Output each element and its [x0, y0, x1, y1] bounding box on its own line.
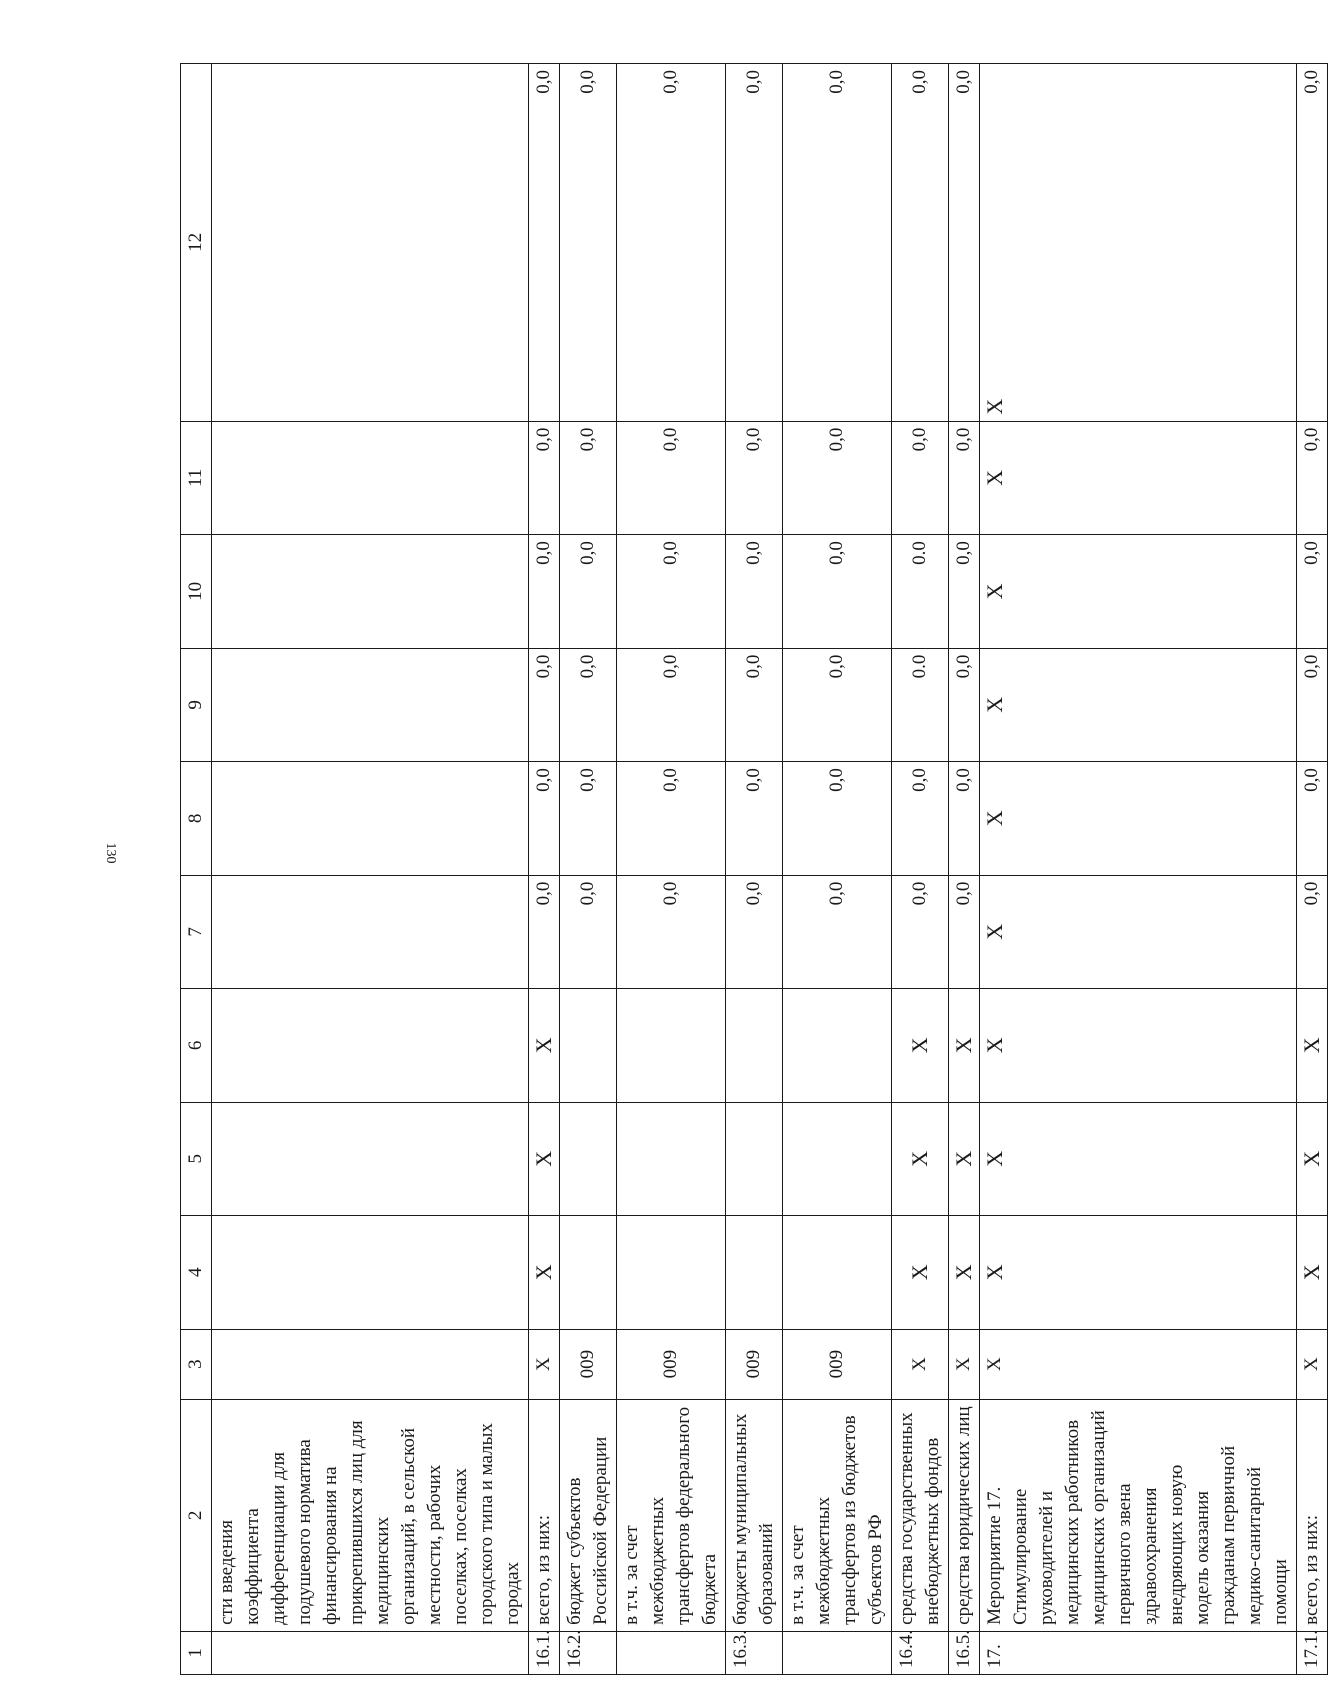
column-header: 5 [181, 1102, 212, 1215]
row-description: в т.ч. за счет межбюджетных трансфертов из бюджетов субъектов РФ [783, 1399, 892, 1631]
table-cell: X [892, 1216, 949, 1329]
row-number: 17. [980, 1631, 1297, 1674]
table-cell [783, 989, 892, 1102]
table-cell: X [529, 1102, 560, 1215]
table-cell [783, 1216, 892, 1329]
value-cell: 0,0 [949, 762, 980, 875]
code-cell: X [892, 1329, 949, 1399]
value-cell: 0,0 [1297, 762, 1328, 875]
table-cell [560, 1102, 617, 1215]
row-description: бюджет субъектов Российской Федерации [560, 1399, 617, 1631]
value-cell: 0,0 [560, 875, 617, 988]
table-row [1297, 64, 1328, 1675]
table-cell: X [1297, 989, 1328, 1102]
column-header: 11 [181, 421, 212, 534]
value-cell: 0,0 [617, 535, 726, 648]
table-row [949, 64, 980, 1675]
value-cell: 0,0 [617, 875, 726, 988]
table-row [726, 64, 783, 1675]
value-cell: 0,0 [726, 64, 783, 422]
row-description: бюджеты муниципальных образований [726, 1399, 783, 1631]
table-cell: X [980, 1216, 1297, 1329]
row-number [783, 1631, 892, 1674]
value-cell: 0,0 [783, 421, 892, 534]
value-cell: 0,0 [529, 762, 560, 875]
code-cell: 009 [617, 1329, 726, 1399]
row-number: 16.5. [949, 1631, 980, 1674]
value-cell: 0,0 [560, 762, 617, 875]
value-cell: 0,0 [726, 648, 783, 761]
value-cell [212, 875, 529, 988]
column-header: 3 [181, 1329, 212, 1399]
table-cell: X [980, 875, 1297, 988]
value-cell: 0,0 [949, 875, 980, 988]
value-cell: 0.0 [892, 648, 949, 761]
row-description: Мероприятие 17. Стимулирование руководителей и медицинских работников медицинских организаций первичного звена здравоохранения внедряющих новую модель оказания гражданам первичной медико-санитарной помощи [980, 1399, 1297, 1631]
table-cell [617, 1102, 726, 1215]
value-cell: 0,0 [529, 648, 560, 761]
rotated-table-container [180, 63, 1324, 1675]
column-number-row [181, 64, 212, 1675]
value-cell: 0,0 [560, 648, 617, 761]
value-cell [212, 64, 529, 422]
table-cell: X [892, 1102, 949, 1215]
table-cell: X [949, 1216, 980, 1329]
row-number [212, 1631, 529, 1674]
code-cell: 009 [783, 1329, 892, 1399]
column-header: 12 [181, 64, 212, 422]
value-cell [212, 421, 529, 534]
table-cell: X [980, 762, 1297, 875]
code-cell [212, 1329, 529, 1399]
row-description: средства государственных внебюджетных фондов [892, 1399, 949, 1631]
table-cell: X [980, 1102, 1297, 1215]
table-cell [560, 1216, 617, 1329]
value-cell: 0,0 [1297, 64, 1328, 422]
value-cell: 0,0 [783, 875, 892, 988]
value-cell: 0,0 [892, 875, 949, 988]
value-cell: 0,0 [949, 421, 980, 534]
row-number: 16.1. [529, 1631, 560, 1674]
value-cell: 0,0 [949, 64, 980, 422]
value-cell: 0,0 [726, 535, 783, 648]
value-cell: 0,0 [529, 875, 560, 988]
value-cell: 0,0 [1297, 875, 1328, 988]
row-number [617, 1631, 726, 1674]
value-cell: 0,0 [529, 421, 560, 534]
table-cell [212, 1216, 529, 1329]
value-cell: 0,0 [617, 762, 726, 875]
table-cell: X [980, 535, 1297, 648]
table-cell: X [892, 989, 949, 1102]
row-description: всего, из них: [1297, 1399, 1328, 1631]
table-cell: X [529, 1216, 560, 1329]
table-row [529, 64, 560, 1675]
table-row [980, 64, 1297, 1675]
value-cell: 0,0 [726, 421, 783, 534]
value-cell: 0,0 [726, 875, 783, 988]
value-cell: 0,0 [1297, 421, 1328, 534]
code-cell: X [529, 1329, 560, 1399]
column-header: 9 [181, 648, 212, 761]
value-cell: 0,0 [617, 421, 726, 534]
table-cell: X [949, 1102, 980, 1215]
value-cell: 0,0 [560, 535, 617, 648]
row-number: 17.1. [1297, 1631, 1328, 1674]
value-cell: 0,0 [617, 648, 726, 761]
table-cell [726, 989, 783, 1102]
table-row [560, 64, 617, 1675]
code-cell: X [949, 1329, 980, 1399]
row-description: сти введения коэффициента дифференциации для подушевого норматива финансирования на прикрепившихся лиц для медицинских организаций, в сельской местности, рабочих поселках, поселках городского типа и малых городах [212, 1399, 529, 1631]
value-cell: 0,0 [617, 64, 726, 422]
value-cell [212, 762, 529, 875]
code-cell: 009 [726, 1329, 783, 1399]
value-cell: 0,0 [783, 64, 892, 422]
value-cell: 0,0 [529, 535, 560, 648]
code-cell: 009 [560, 1329, 617, 1399]
table-cell [617, 989, 726, 1102]
row-number: 16.3. [726, 1631, 783, 1674]
column-header: 10 [181, 535, 212, 648]
table-cell: X [949, 989, 980, 1102]
row-description: в т.ч. за счет межбюджетных трансфертов федерального бюджета [617, 1399, 726, 1631]
table-cell: X [1297, 1102, 1328, 1215]
table-cell [726, 1102, 783, 1215]
value-cell [212, 535, 529, 648]
value-cell: 0,0 [949, 535, 980, 648]
value-cell: 0,0 [1297, 535, 1328, 648]
page-number: 130 [103, 842, 118, 864]
value-cell: 0,0 [529, 64, 560, 422]
value-cell: 0,0 [783, 648, 892, 761]
table-row [783, 64, 892, 1675]
column-header: 6 [181, 989, 212, 1102]
value-cell: 0,0 [726, 762, 783, 875]
row-number: 16.4. [892, 1631, 949, 1674]
budget-table [180, 63, 1328, 1675]
table-cell: X [980, 64, 1297, 422]
value-cell: 0,0 [892, 421, 949, 534]
table-cell [212, 989, 529, 1102]
column-header: 7 [181, 875, 212, 988]
table-row [892, 64, 949, 1675]
value-cell: 0,0 [560, 421, 617, 534]
value-cell: 0,0 [949, 648, 980, 761]
column-header: 4 [181, 1216, 212, 1329]
column-header: 2 [181, 1399, 212, 1631]
value-cell: 0,0 [560, 64, 617, 422]
value-cell: 0,0 [783, 535, 892, 648]
value-cell: 0.0 [892, 535, 949, 648]
value-cell: 0,0 [783, 762, 892, 875]
table-cell: X [980, 989, 1297, 1102]
row-description: средства юридических лиц [949, 1399, 980, 1631]
table-cell: X [1297, 1216, 1328, 1329]
column-header: 1 [181, 1631, 212, 1674]
value-cell: 0,0 [892, 64, 949, 422]
table-cell: X [980, 648, 1297, 761]
table-cell [560, 989, 617, 1102]
table-cell [617, 1216, 726, 1329]
table-cell: X [980, 421, 1297, 534]
table-cell [726, 1216, 783, 1329]
table-cell [212, 1102, 529, 1215]
value-cell [212, 648, 529, 761]
code-cell: X [1297, 1329, 1328, 1399]
table-row [617, 64, 726, 1675]
row-number: 16.2. [560, 1631, 617, 1674]
code-cell: X [980, 1329, 1297, 1399]
table-cell: X [529, 989, 560, 1102]
value-cell: 0,0 [1297, 648, 1328, 761]
value-cell: 0,0 [892, 762, 949, 875]
column-header: 8 [181, 762, 212, 875]
row-description: всего, из них: [529, 1399, 560, 1631]
table-cell [783, 1102, 892, 1215]
table-row [212, 64, 529, 1675]
